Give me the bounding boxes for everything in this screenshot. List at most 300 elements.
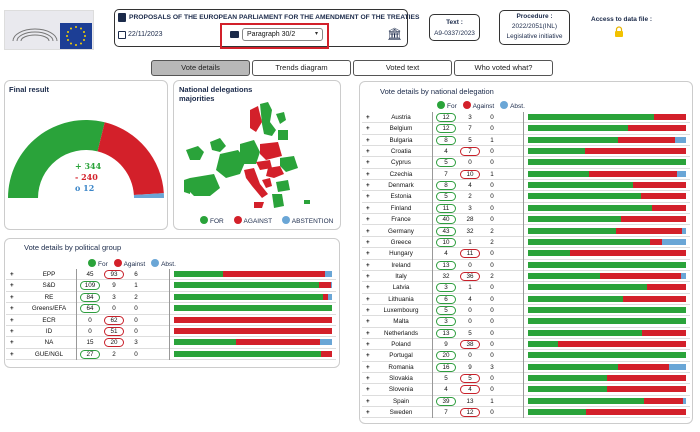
country-name: Ireland (391, 261, 411, 269)
country-against-value: 7 (460, 147, 480, 156)
country-row[interactable] (362, 373, 690, 384)
country-row[interactable] (362, 191, 690, 202)
country-row[interactable] (362, 339, 690, 350)
country-row[interactable] (362, 248, 690, 259)
country-name: Belgium (389, 125, 413, 133)
country-against-value: 5 (468, 329, 472, 337)
group-for-value: 15 (86, 339, 94, 347)
group-vote-bar (174, 339, 332, 345)
country-vote-bar (528, 125, 686, 131)
country-against-value: 12 (460, 408, 480, 417)
country-abst-value: 0 (490, 284, 494, 292)
group-vote-bar (174, 351, 332, 357)
expand-plus-icon[interactable]: + (10, 293, 14, 301)
calendar-icon (118, 31, 126, 39)
country-row[interactable] (362, 350, 690, 361)
country-name: Hungary (389, 250, 413, 258)
group-name: ID (45, 328, 53, 335)
vote-bar-against (618, 364, 669, 370)
group-name: NA (44, 339, 54, 347)
group-abst-value: 0 (134, 328, 138, 335)
vote-bar-for (528, 205, 652, 211)
vote-bar-abst (677, 171, 686, 177)
group-against-value: 20 (104, 338, 124, 347)
country-name: Estonia (390, 193, 412, 201)
group-name: Greens/EFA (31, 305, 67, 313)
country-for-value: 8 (436, 136, 456, 145)
expand-plus-icon[interactable]: + (366, 341, 370, 348)
country-vote-bar (528, 262, 686, 268)
vote-bar-abst (331, 282, 332, 288)
expand-plus-icon[interactable]: + (366, 352, 370, 360)
country-against-value: 38 (460, 340, 480, 349)
group-abst-value: 0 (134, 305, 138, 313)
country-for-value: 32 (442, 272, 450, 280)
vote-bar-for (174, 305, 332, 311)
procedure-box (499, 10, 570, 45)
expand-plus-icon[interactable]: + (10, 282, 14, 290)
country-name: Spain (392, 397, 410, 405)
country-abst-value: 0 (490, 204, 494, 212)
tab-trends-diagram[interactable]: Trends diagram (252, 60, 351, 76)
ep-hemicycle-logo (4, 10, 94, 50)
country-abst-value: 0 (490, 329, 494, 337)
vote-bar-for (528, 182, 633, 188)
country-vote-bar (528, 159, 686, 165)
country-name: Slovakia (389, 375, 413, 383)
country-vote-bar (528, 182, 686, 188)
country-name: Netherlands (384, 329, 418, 337)
country-name: France (391, 216, 411, 224)
vote-bar-for (528, 125, 628, 131)
country-row[interactable] (362, 316, 690, 327)
country-vote-bar (528, 318, 686, 324)
gauge-against-segment (98, 122, 164, 195)
group-row[interactable] (6, 280, 336, 291)
country-abst-value: 0 (490, 159, 494, 167)
vote-bar-for (528, 409, 586, 415)
country-row[interactable] (362, 328, 690, 339)
country-against-value: 0 (468, 318, 472, 326)
abst-legend-dot (151, 259, 159, 267)
vote-bar-for (528, 364, 618, 370)
final-result-title: Final result (9, 85, 50, 94)
groups-legend-abst: Abst. (161, 261, 176, 268)
country-name: Sweden (389, 409, 413, 417)
country-name: Cyprus (391, 159, 411, 167)
country-for-value: 4 (444, 148, 448, 156)
vote-bar-against (618, 137, 674, 143)
country-against-value: 13 (466, 397, 474, 405)
result-abstain-count: o 12 (75, 183, 95, 193)
country-vote-bar (528, 341, 686, 347)
country-name: Finland (390, 204, 412, 212)
expand-plus-icon[interactable]: + (366, 329, 370, 337)
expand-plus-icon[interactable]: + (366, 114, 370, 121)
expand-plus-icon[interactable]: + (366, 318, 370, 326)
group-for-value: 27 (80, 350, 100, 359)
country-for-value: 13 (436, 329, 456, 338)
country-row[interactable] (362, 214, 690, 225)
expand-plus-icon[interactable]: + (366, 397, 370, 405)
group-name: S&D (42, 282, 56, 290)
group-row[interactable] (6, 269, 336, 280)
map-legend-for: FOR (210, 218, 224, 225)
vote-bar-for (174, 282, 319, 288)
country-abst-value: 0 (490, 306, 494, 314)
country-row[interactable] (362, 260, 690, 271)
group-row[interactable] (6, 349, 336, 360)
expand-plus-icon[interactable]: + (366, 272, 370, 280)
expand-plus-icon[interactable]: + (366, 148, 370, 156)
vote-bar-against (600, 273, 681, 279)
expand-plus-icon[interactable]: + (10, 271, 14, 278)
group-against-value: 3 (112, 293, 116, 301)
folder-icon (230, 31, 239, 38)
abstention-legend-dot (282, 216, 290, 224)
expand-plus-icon[interactable]: + (366, 170, 370, 178)
country-row[interactable] (362, 135, 690, 146)
against-legend-dot (463, 101, 471, 109)
column-divider (169, 269, 170, 360)
vote-bar-abst (320, 339, 332, 345)
country-for-value: 4 (444, 386, 448, 394)
vote-bar-for (528, 239, 650, 245)
country-for-value: 5 (436, 158, 456, 167)
expand-plus-icon[interactable]: + (366, 193, 370, 201)
vote-bar-abst (681, 273, 686, 279)
country-abst-value: 0 (490, 261, 494, 269)
lock-icon[interactable] (614, 26, 624, 37)
country-for-value: 39 (436, 397, 456, 406)
group-row[interactable] (6, 315, 336, 326)
country-abst-value: 2 (490, 272, 494, 280)
vote-bar-for (528, 296, 623, 302)
expand-plus-icon[interactable]: + (366, 250, 370, 258)
country-for-value: 43 (436, 227, 456, 236)
country-against-value: 11 (460, 249, 480, 258)
groups-legend (88, 259, 176, 268)
document-icon (118, 13, 126, 22)
country-against-value: 0 (468, 352, 472, 360)
vote-bar-against (570, 250, 686, 256)
country-row[interactable] (362, 294, 690, 305)
country-name: Germany (388, 227, 414, 235)
vote-bar-against (623, 296, 686, 302)
group-against-value: 62 (104, 316, 124, 325)
country-row[interactable] (362, 180, 690, 191)
vote-bar-for (528, 250, 570, 256)
country-abst-value: 0 (490, 114, 494, 121)
country-row[interactable] (362, 203, 690, 214)
vote-date: 22/11/2023 (128, 31, 163, 38)
country-row[interactable] (362, 169, 690, 180)
country-against-value: 0 (468, 306, 472, 314)
column-divider (432, 112, 433, 418)
vote-bar-abst (675, 137, 686, 143)
vote-bar-against (650, 239, 662, 245)
group-row[interactable] (6, 326, 336, 337)
country-against-value: 32 (466, 227, 474, 235)
countries-legend-abst: Abst. (510, 103, 525, 110)
country-for-value: 12 (436, 113, 456, 122)
final-result-gauge (4, 80, 168, 230)
group-row[interactable] (6, 292, 336, 303)
country-abst-value: 0 (490, 125, 494, 133)
country-name: Poland (391, 341, 411, 348)
group-against-value: 2 (112, 350, 116, 358)
expand-plus-icon[interactable]: + (366, 136, 370, 144)
group-row[interactable] (6, 337, 336, 348)
map-title: National delegations majorities (179, 85, 253, 103)
country-against-value: 7 (468, 125, 472, 133)
country-name: Denmark (388, 182, 414, 190)
country-name: Italy (395, 272, 407, 280)
vote-bar-against (647, 284, 687, 290)
result-for-count: + 344 (75, 161, 102, 171)
vote-bar-against (223, 271, 325, 277)
vote-bar-against (174, 317, 332, 323)
vote-bar-for (528, 216, 621, 222)
vote-bar-for (528, 352, 686, 358)
group-name: RE (44, 293, 54, 301)
country-row[interactable] (362, 226, 690, 237)
vote-bar-for (528, 228, 616, 234)
country-for-value: 40 (436, 215, 456, 224)
expand-plus-icon[interactable]: + (366, 204, 370, 212)
country-name: Malta (393, 318, 409, 326)
countries-table (362, 112, 690, 420)
country-against-value: 4 (460, 385, 480, 394)
expand-plus-icon[interactable]: + (366, 261, 370, 269)
country-for-value: 8 (436, 181, 456, 190)
group-for-value: 64 (80, 304, 100, 313)
group-abst-value: 2 (134, 293, 138, 301)
text-label: Text : (446, 19, 463, 26)
groups-legend-for: For (98, 261, 108, 268)
expand-plus-icon[interactable]: + (366, 284, 370, 292)
vote-bar-against (633, 182, 686, 188)
vote-bar-against (607, 386, 686, 392)
country-abst-value: 0 (490, 148, 494, 156)
countries-legend-against: Against (472, 103, 495, 110)
against-legend-dot (114, 259, 122, 267)
vote-bar-against (628, 125, 686, 131)
country-abst-value: 1 (490, 170, 494, 178)
expand-plus-icon[interactable]: + (366, 306, 370, 314)
country-against-value: 1 (468, 238, 472, 246)
country-row[interactable] (362, 237, 690, 248)
vote-bar-for (528, 262, 686, 268)
paragraph-select-value: Paragraph 30/2 (247, 31, 296, 38)
vote-bar-against (321, 351, 332, 357)
country-for-value: 16 (436, 363, 456, 372)
country-abst-value: 2 (490, 238, 494, 246)
country-row[interactable] (362, 146, 690, 157)
expand-plus-icon[interactable]: + (366, 375, 370, 383)
country-row[interactable] (362, 407, 690, 418)
country-row[interactable] (362, 305, 690, 316)
vote-bar-against (641, 193, 686, 199)
institution-icon[interactable]: 🏛 (387, 27, 403, 41)
country-vote-bar (528, 364, 686, 370)
country-row[interactable] (362, 123, 690, 134)
procedure-label: Procedure : (516, 13, 553, 20)
country-for-value: 12 (436, 124, 456, 133)
group-vote-bar (174, 282, 332, 288)
country-name: Bulgaria (389, 136, 413, 144)
vote-bar-against (174, 328, 332, 334)
expand-plus-icon[interactable]: + (10, 339, 14, 347)
group-against-value: 93 (104, 270, 124, 279)
vote-bar-against (652, 205, 686, 211)
for-legend-dot (200, 216, 208, 224)
expand-plus-icon[interactable]: + (366, 182, 370, 190)
text-value[interactable]: A9-0337/2023 (434, 30, 475, 37)
expand-plus-icon[interactable]: + (10, 328, 14, 335)
country-abst-value: 0 (490, 341, 494, 348)
country-for-value: 9 (444, 341, 448, 348)
europe-map[interactable] (180, 100, 335, 215)
country-abst-value: 1 (490, 397, 494, 405)
expand-plus-icon[interactable]: + (366, 409, 370, 417)
group-vote-bar (174, 271, 332, 277)
country-vote-bar (528, 398, 686, 404)
column-divider (76, 269, 77, 360)
group-abst-value: 6 (134, 271, 138, 278)
group-abst-value: 1 (134, 282, 138, 290)
expand-plus-icon[interactable]: + (366, 295, 370, 303)
group-against-value: 51 (104, 327, 124, 336)
vote-bar-against (616, 228, 682, 234)
vote-bar-for (528, 341, 558, 347)
group-for-value: 0 (88, 316, 92, 324)
group-for-value: 45 (86, 271, 94, 278)
procedure-value[interactable]: 2022/2051(INL) (511, 23, 558, 30)
map-legend (200, 216, 333, 225)
vote-bar-for (528, 307, 686, 313)
expand-plus-icon[interactable]: + (366, 227, 370, 235)
expand-plus-icon[interactable]: + (10, 350, 14, 358)
country-for-value: 20 (436, 351, 456, 360)
group-for-value: 0 (88, 328, 92, 335)
country-vote-bar (528, 307, 686, 313)
country-against-value: 36 (460, 272, 480, 281)
vote-bar-against (236, 339, 319, 345)
country-vote-bar (528, 114, 686, 120)
group-abst-value: 3 (134, 339, 138, 347)
tab-voted-text[interactable]: Voted text (353, 60, 452, 76)
countries-legend-for: For (447, 103, 457, 110)
vote-bar-for (528, 171, 589, 177)
country-for-value: 11 (436, 204, 456, 213)
country-abst-value: 0 (490, 386, 494, 394)
group-vote-bar (174, 317, 332, 323)
group-against-value: 0 (112, 305, 116, 313)
country-for-value: 7 (444, 409, 448, 417)
expand-plus-icon[interactable]: + (366, 238, 370, 246)
country-for-value: 4 (444, 250, 448, 258)
country-against-value: 5 (468, 136, 472, 144)
country-for-value: 5 (444, 375, 448, 383)
country-for-value: 6 (436, 295, 456, 304)
tab-who-voted-what[interactable]: Who voted what? (454, 60, 553, 76)
paragraph-select[interactable] (242, 28, 323, 41)
expand-plus-icon[interactable]: + (10, 316, 14, 324)
expand-plus-icon[interactable]: + (366, 125, 370, 133)
group-abst-value: 0 (134, 350, 138, 358)
expand-plus-icon[interactable]: + (366, 216, 370, 224)
vote-bar-for (174, 339, 236, 345)
country-for-value: 3 (436, 317, 456, 326)
chevron-down-icon: ▾ (314, 31, 318, 37)
tab-vote-details[interactable]: Vote details (151, 60, 250, 76)
group-row[interactable] (6, 303, 336, 314)
vote-bar-against (607, 375, 686, 381)
country-row[interactable] (362, 112, 690, 123)
expand-plus-icon[interactable]: + (366, 386, 370, 394)
vote-bar-against (621, 216, 686, 222)
country-against-value: 1 (468, 284, 472, 292)
country-for-value: 5 (436, 192, 456, 201)
country-row[interactable] (362, 271, 690, 282)
country-row[interactable] (362, 384, 690, 395)
country-row[interactable] (362, 157, 690, 168)
country-name: Croatia (390, 148, 412, 156)
country-name: Lithuania (388, 295, 414, 303)
country-against-value: 2 (468, 193, 472, 201)
country-abst-value: 0 (490, 409, 494, 417)
country-name: Austria (391, 114, 411, 121)
country-abst-value: 0 (490, 375, 494, 383)
country-name: Romania (388, 363, 414, 371)
for-legend-dot (437, 101, 445, 109)
country-against-value: 9 (468, 363, 472, 371)
expand-plus-icon[interactable]: + (10, 305, 14, 313)
country-name: Greece (390, 238, 412, 246)
text-ref-box (429, 14, 480, 41)
country-vote-bar (528, 239, 686, 245)
groups-title: Vote details by political group (24, 243, 122, 252)
vote-bar-against (586, 409, 686, 415)
expand-plus-icon[interactable]: + (366, 159, 370, 167)
for-legend-dot (88, 259, 96, 267)
country-vote-bar (528, 352, 686, 358)
country-abst-value: 0 (490, 216, 494, 224)
country-abst-value: 0 (490, 182, 494, 190)
country-vote-bar (528, 386, 686, 392)
country-row[interactable] (362, 282, 690, 293)
country-vote-bar (528, 216, 686, 222)
vote-bar-against (642, 330, 686, 336)
country-for-value: 3 (436, 283, 456, 292)
country-name: Latvia (392, 284, 410, 292)
group-vote-bar (174, 294, 332, 300)
group-name: GUE/NGL (34, 350, 64, 358)
country-vote-bar (528, 193, 686, 199)
vote-bar-for (174, 271, 223, 277)
country-row[interactable] (362, 362, 690, 373)
group-name: ECR (42, 316, 56, 324)
country-abst-value: 3 (490, 363, 494, 371)
country-row[interactable] (362, 396, 690, 407)
vote-bar-abst (328, 294, 332, 300)
expand-plus-icon[interactable]: + (366, 363, 370, 371)
country-vote-bar (528, 409, 686, 415)
group-for-value: 84 (80, 293, 100, 302)
map-legend-abstention: ABSTENTION (291, 218, 334, 225)
group-for-value: 109 (80, 281, 100, 290)
